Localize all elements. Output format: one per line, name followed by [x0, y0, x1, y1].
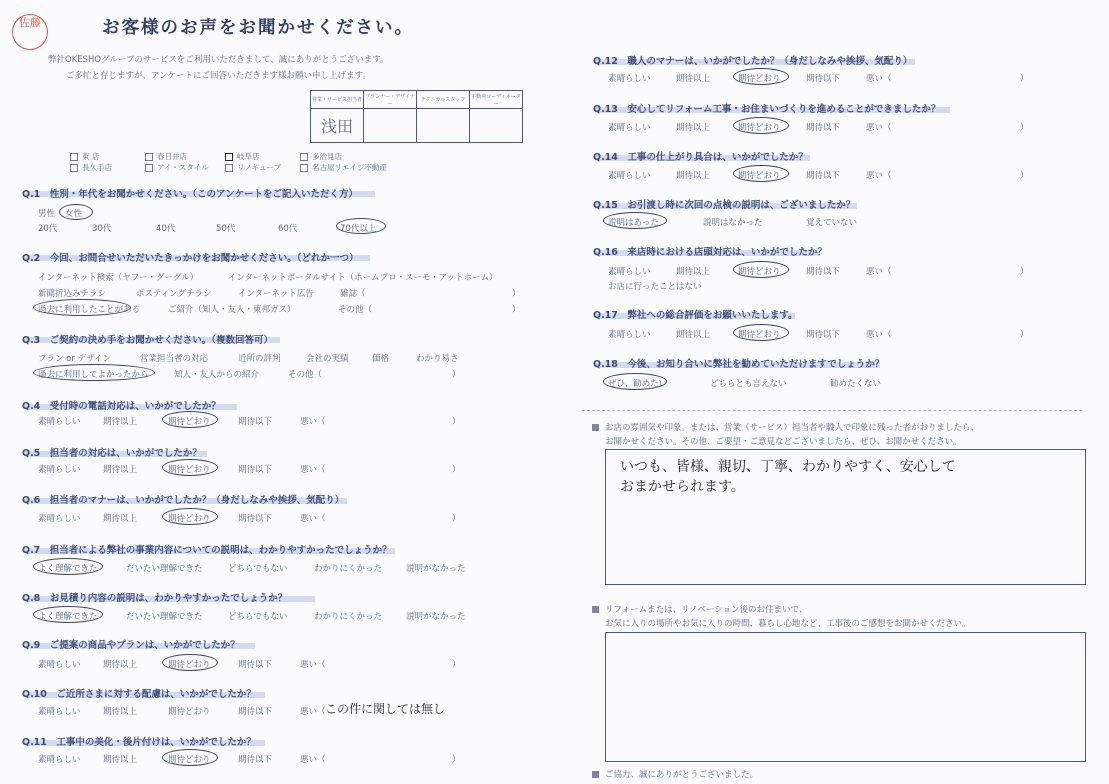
q16-option-no-visit[interactable]: お店に行ったことはない — [608, 282, 702, 292]
staff-header: プランナー・デザイナー — [364, 91, 417, 109]
store-checkbox[interactable]: リノキューブ — [225, 162, 281, 173]
question-q2: Q.2 今回、お問合せいただいたきっかけをお聞かせください。（どれか一つ） — [22, 253, 359, 264]
rating-option[interactable]: 期待どおり — [168, 465, 211, 475]
rating-option[interactable]: 期待以上 — [676, 330, 711, 340]
intro-line-2: ご多忙と存じますが、アンケートにご回答いただきます様お願い申し上げます。 — [66, 71, 371, 81]
q2-option[interactable]: インターネットポータルサイト（ホームプロ・スーモ・アットホーム） — [228, 273, 498, 283]
q7-option[interactable]: だいたい理解できた — [126, 564, 203, 574]
square-bullet-icon — [592, 606, 599, 613]
rating-option[interactable]: 期待どおり — [168, 755, 211, 765]
store-checkbox[interactable]: 長久手店 — [70, 162, 112, 173]
q15-option[interactable]: 覚えていない — [806, 218, 858, 228]
rating-option[interactable]: 期待以上 — [676, 123, 711, 133]
question-q12: Q.12 職人のマナーは、いかがでしたか？（身だしなみや挨拶、気配り） — [593, 56, 913, 67]
rating-option[interactable]: 期待どおり — [168, 417, 211, 427]
q7-option[interactable]: 説明がなかった — [406, 564, 466, 574]
rating-option[interactable]: 悪い（ — [866, 330, 892, 340]
q3-option[interactable]: 知人・友人からの紹介 — [174, 370, 260, 380]
rating-option[interactable]: 悪い（ — [866, 74, 892, 84]
rating-option[interactable]: 期待以下 — [806, 74, 841, 84]
answer-circle — [733, 324, 789, 341]
q7-option[interactable]: わかりにくかった — [314, 564, 383, 574]
answer-circle — [733, 165, 789, 182]
rating-option[interactable]: 期待以上 — [676, 171, 711, 181]
q15-option[interactable]: 説明はなかった — [703, 218, 763, 228]
question-q14: Q.14 工事の仕上がり具合は、いかがでしたか？ — [593, 152, 808, 163]
rating-option[interactable]: 素晴らしい — [38, 660, 81, 670]
rating-option[interactable]: 期待以下 — [238, 660, 273, 670]
q2-option[interactable]: 雑誌（ — [340, 289, 366, 299]
intro-line-1: 弊社OKESHOグループのサービスをご利用いただきまして、誠にありがとうございます。 — [48, 55, 389, 65]
rating-option[interactable]: 素晴らしい — [608, 74, 651, 84]
staff-name-cell[interactable]: 浅田 — [311, 109, 364, 143]
q1-option[interactable]: 70代以上 — [340, 224, 377, 234]
store-checkbox[interactable]: アイ・スタイル — [145, 162, 209, 173]
q2-option[interactable]: その他（ — [338, 305, 373, 315]
store-checkbox[interactable]: 多治見店 — [300, 151, 342, 162]
answer-circle — [162, 508, 218, 525]
rating-option[interactable]: 期待以下 — [238, 417, 273, 427]
q3-option[interactable]: 営業担当者の対応 — [140, 354, 209, 364]
question-q16: Q.16 来店時における店頭対応は、いかがでしたか？ — [593, 247, 827, 258]
rating-option[interactable]: 期待以上 — [103, 514, 138, 524]
comment-prompt-2b: お気に入りの場所やお気に入りの時間、暮らし心地など、工事後のご感想をお聞かせください。 — [605, 619, 971, 629]
question-q13: Q.13 安心してリフォーム工事・お住まいづくりを進めることができましたか？ — [593, 104, 941, 115]
comment-box-1[interactable] — [605, 449, 1086, 585]
rating-option[interactable]: 悪い（ — [866, 171, 892, 181]
answer-circle — [33, 558, 103, 575]
q2-option[interactable]: ご紹介（知人・友人・東邦ガス） — [168, 305, 296, 315]
question-q4: Q.4 受付時の電話対応は、いかがでしたか？ — [22, 401, 221, 412]
q8-option[interactable]: だいたい理解できた — [126, 612, 203, 622]
rating-option[interactable]: 期待以下 — [238, 755, 273, 765]
answer-circle — [733, 117, 789, 134]
store-checkbox[interactable]: 東 店 — [70, 151, 99, 162]
rating-option[interactable]: 期待以上 — [103, 465, 138, 475]
rating-option[interactable]: 期待以上 — [676, 267, 711, 277]
rating-option[interactable]: 期待以下 — [806, 123, 841, 133]
q2-option[interactable]: インターネット検索（ヤフー・グーグル） — [38, 273, 199, 283]
staff-header: 不動産コーディネーター — [470, 91, 523, 109]
q8-option[interactable]: わかりにくかった — [314, 612, 383, 622]
question-q11: Q.11 工事中の美化・後片付けは、いかがでしたか？ — [22, 737, 256, 748]
rating-option[interactable]: 期待どおり — [738, 330, 781, 340]
rating-option[interactable]: 期待以下 — [806, 330, 841, 340]
answer-circle — [33, 299, 131, 316]
q7-option[interactable]: よく理解できた — [38, 564, 98, 574]
footer-thanks: ご協力、誠にありがとうございました。 — [592, 768, 758, 780]
answer-circle — [162, 654, 218, 671]
q2-option[interactable]: ポスティングチラシ — [136, 289, 212, 299]
rating-option[interactable]: 期待以下 — [238, 707, 273, 717]
q1-option[interactable]: 20代 — [38, 224, 58, 234]
question-q3: Q.3 ご契約の決め手をお聞かせください。（複数回答可） — [22, 335, 274, 346]
rating-option[interactable]: 期待どおり — [168, 514, 211, 524]
answer-circle — [733, 68, 789, 85]
rating-option[interactable]: 悪い（ — [300, 514, 326, 524]
q1-option[interactable]: 女性 — [65, 209, 83, 219]
rating-option[interactable]: 素晴らしい — [38, 417, 81, 427]
handwritten-comment-line-1: いつも、皆様、親切、丁寧、わかりやすく、安心して — [620, 459, 956, 475]
answer-circle — [603, 373, 667, 390]
q7-option[interactable]: どちらでもない — [228, 564, 288, 574]
answer-circle — [33, 364, 155, 381]
rating-option[interactable]: 期待以下 — [238, 465, 273, 475]
staff-cell[interactable] — [417, 109, 470, 143]
answer-circle — [336, 218, 386, 234]
rating-option[interactable]: 悪い（ — [300, 660, 326, 670]
q1-option[interactable]: 30代 — [92, 224, 112, 234]
rating-option[interactable]: 素晴らしい — [38, 514, 81, 524]
divider — [582, 410, 1082, 412]
rating-option[interactable]: 素晴らしい — [608, 123, 651, 133]
q3-option[interactable]: 近所の評判 — [238, 354, 281, 364]
rating-option[interactable]: 期待以下 — [806, 267, 841, 277]
rating-option[interactable]: 期待どおり — [168, 660, 211, 670]
rating-option[interactable]: 期待どおり — [738, 171, 781, 181]
question-q1: Q.1 性別・年代をお聞かせください。（このアンケートをご記入いただく方） — [22, 189, 358, 200]
rating-option[interactable]: 悪い（ — [866, 123, 892, 133]
rating-option[interactable]: 期待どおり — [738, 267, 781, 277]
rating-option[interactable]: 素晴らしい — [608, 267, 651, 277]
q2-option[interactable]: インターネット広告 — [238, 289, 314, 299]
rating-option[interactable]: 期待以下 — [238, 514, 273, 524]
store-checkbox[interactable]: 岐阜店 — [225, 151, 260, 162]
comment-prompt-2: リフォームまたは、リノベーション後のお住まいで、 — [592, 603, 807, 615]
rating-option[interactable]: 悪い（ — [300, 755, 326, 765]
staff-table — [310, 90, 523, 143]
q2-option[interactable]: 新聞折込みチラシ — [38, 289, 107, 299]
question-q8: Q.8 お見積り内容の説明は、わかりやすかったでしょうか？ — [22, 593, 288, 604]
q8-option[interactable]: よく理解できた — [38, 612, 98, 622]
rating-option[interactable]: 期待以上 — [103, 660, 138, 670]
question-q9: Q.9 ご提案の商品やプランは、いかがでしたか？ — [22, 640, 240, 651]
answer-circle — [603, 212, 667, 229]
q1-option[interactable]: 50代 — [216, 224, 236, 234]
rating-option[interactable]: 期待どおり — [738, 123, 781, 133]
square-bullet-icon — [592, 424, 599, 431]
rating-option[interactable]: 悪い（ — [866, 267, 892, 277]
rating-option[interactable]: 期待どおり — [168, 707, 211, 717]
question-q7: Q.7 担当者による弊社の事業内容についての説明は、わかりやすかったでしょうか？ — [22, 545, 392, 556]
question-q17: Q.17 弊社への総合評価をお願いいたします。 — [593, 310, 798, 321]
q8-option[interactable]: どちらでもない — [228, 612, 288, 622]
q2-option[interactable]: 過去に利用したことがある — [38, 305, 141, 315]
staff-header: テクニカルスタッフ — [417, 91, 470, 109]
rating-option[interactable]: 素晴らしい — [608, 330, 651, 340]
q8-option[interactable]: 説明がなかった — [406, 612, 466, 622]
question-q15: Q.15 お引渡し時に次回の点検の説明は、ございましたか？ — [593, 200, 856, 211]
rating-option[interactable]: 期待以下 — [806, 171, 841, 181]
page-title: お客様のお声をお聞かせください。 — [102, 18, 414, 38]
q1-option[interactable]: 男性 — [38, 209, 56, 219]
q3-option[interactable]: その他（ — [288, 370, 323, 380]
q18-option[interactable]: どちらとも言えない — [710, 379, 787, 389]
q1-option[interactable]: 60代 — [278, 224, 298, 234]
rating-option[interactable]: 素晴らしい — [38, 465, 81, 475]
square-bullet-icon — [592, 771, 599, 778]
name-stamp: 佐藤 — [12, 14, 48, 50]
staff-cell[interactable] — [470, 109, 523, 143]
question-q18: Q.18 今後、お知り合いに弊社を勧めていただけますでしょうか？ — [593, 359, 885, 370]
answer-circle — [162, 749, 218, 766]
q18-option[interactable]: ぜひ、勧めたい — [608, 379, 668, 389]
rating-option[interactable]: 期待以上 — [103, 417, 138, 427]
handwritten-comment-line-2: おまかせられます。 — [620, 479, 745, 495]
question-q5: Q.5 担当者の対応は、いかがでしたか？ — [22, 448, 202, 459]
question-q6: Q.6 担当者のマナーは、いかがでしたか？（身だしなみや挨拶、気配り） — [22, 495, 345, 506]
rating-option[interactable]: 素晴らしい — [608, 171, 651, 181]
comment-prompt-1: お店の雰囲気や印象。または、営業（サービス）担当者や職人で印象に残った者がおりましたら、 — [592, 421, 979, 433]
rating-option[interactable]: 悪い（ — [300, 465, 326, 475]
rating-option[interactable]: 素晴らしい — [38, 707, 81, 717]
handwritten-note: この件に関しては無し — [325, 702, 446, 716]
comment-box-2[interactable] — [605, 632, 1086, 762]
answer-circle — [33, 606, 103, 623]
store-checkbox[interactable]: 名古屋リエイジ不動産 — [300, 162, 387, 173]
q3-option[interactable]: プラン or デザイン — [38, 354, 112, 364]
q18-option[interactable]: 勧めたくない — [830, 379, 882, 389]
staff-cell[interactable] — [364, 109, 417, 143]
answer-circle — [733, 261, 789, 278]
q3-option[interactable]: わかり易さ — [416, 354, 459, 364]
q3-option[interactable]: 会社の実績 — [306, 354, 349, 364]
rating-option[interactable]: 期待以上 — [103, 755, 138, 765]
store-checkbox[interactable]: 春日井店 — [145, 151, 187, 162]
answer-circle — [59, 204, 93, 220]
q15-option[interactable]: 説明はあった — [608, 218, 659, 228]
rating-option[interactable]: 悪い（ — [300, 417, 326, 427]
rating-option[interactable]: 悪い（ — [300, 707, 326, 717]
staff-header: 営業・サービス担当者 — [311, 91, 364, 109]
q1-option[interactable]: 40代 — [156, 224, 176, 234]
q3-option[interactable]: 価格 — [372, 354, 390, 364]
rating-option[interactable]: 期待以上 — [676, 74, 711, 84]
comment-prompt-1b: お聞かせください。その他、ご要望・ご意見などございましたら、ぜひ、お聞かせください。 — [605, 437, 962, 447]
rating-option[interactable]: 素晴らしい — [38, 755, 81, 765]
answer-circle — [162, 459, 218, 476]
answer-circle — [162, 411, 218, 428]
rating-option[interactable]: 期待以上 — [103, 707, 138, 717]
question-q10: Q.10 ご近所さまに対する配慮は、いかがでしたか？ — [22, 689, 256, 700]
q3-option[interactable]: 過去に利用してよかったから — [38, 370, 149, 380]
rating-option[interactable]: 期待どおり — [738, 74, 781, 84]
